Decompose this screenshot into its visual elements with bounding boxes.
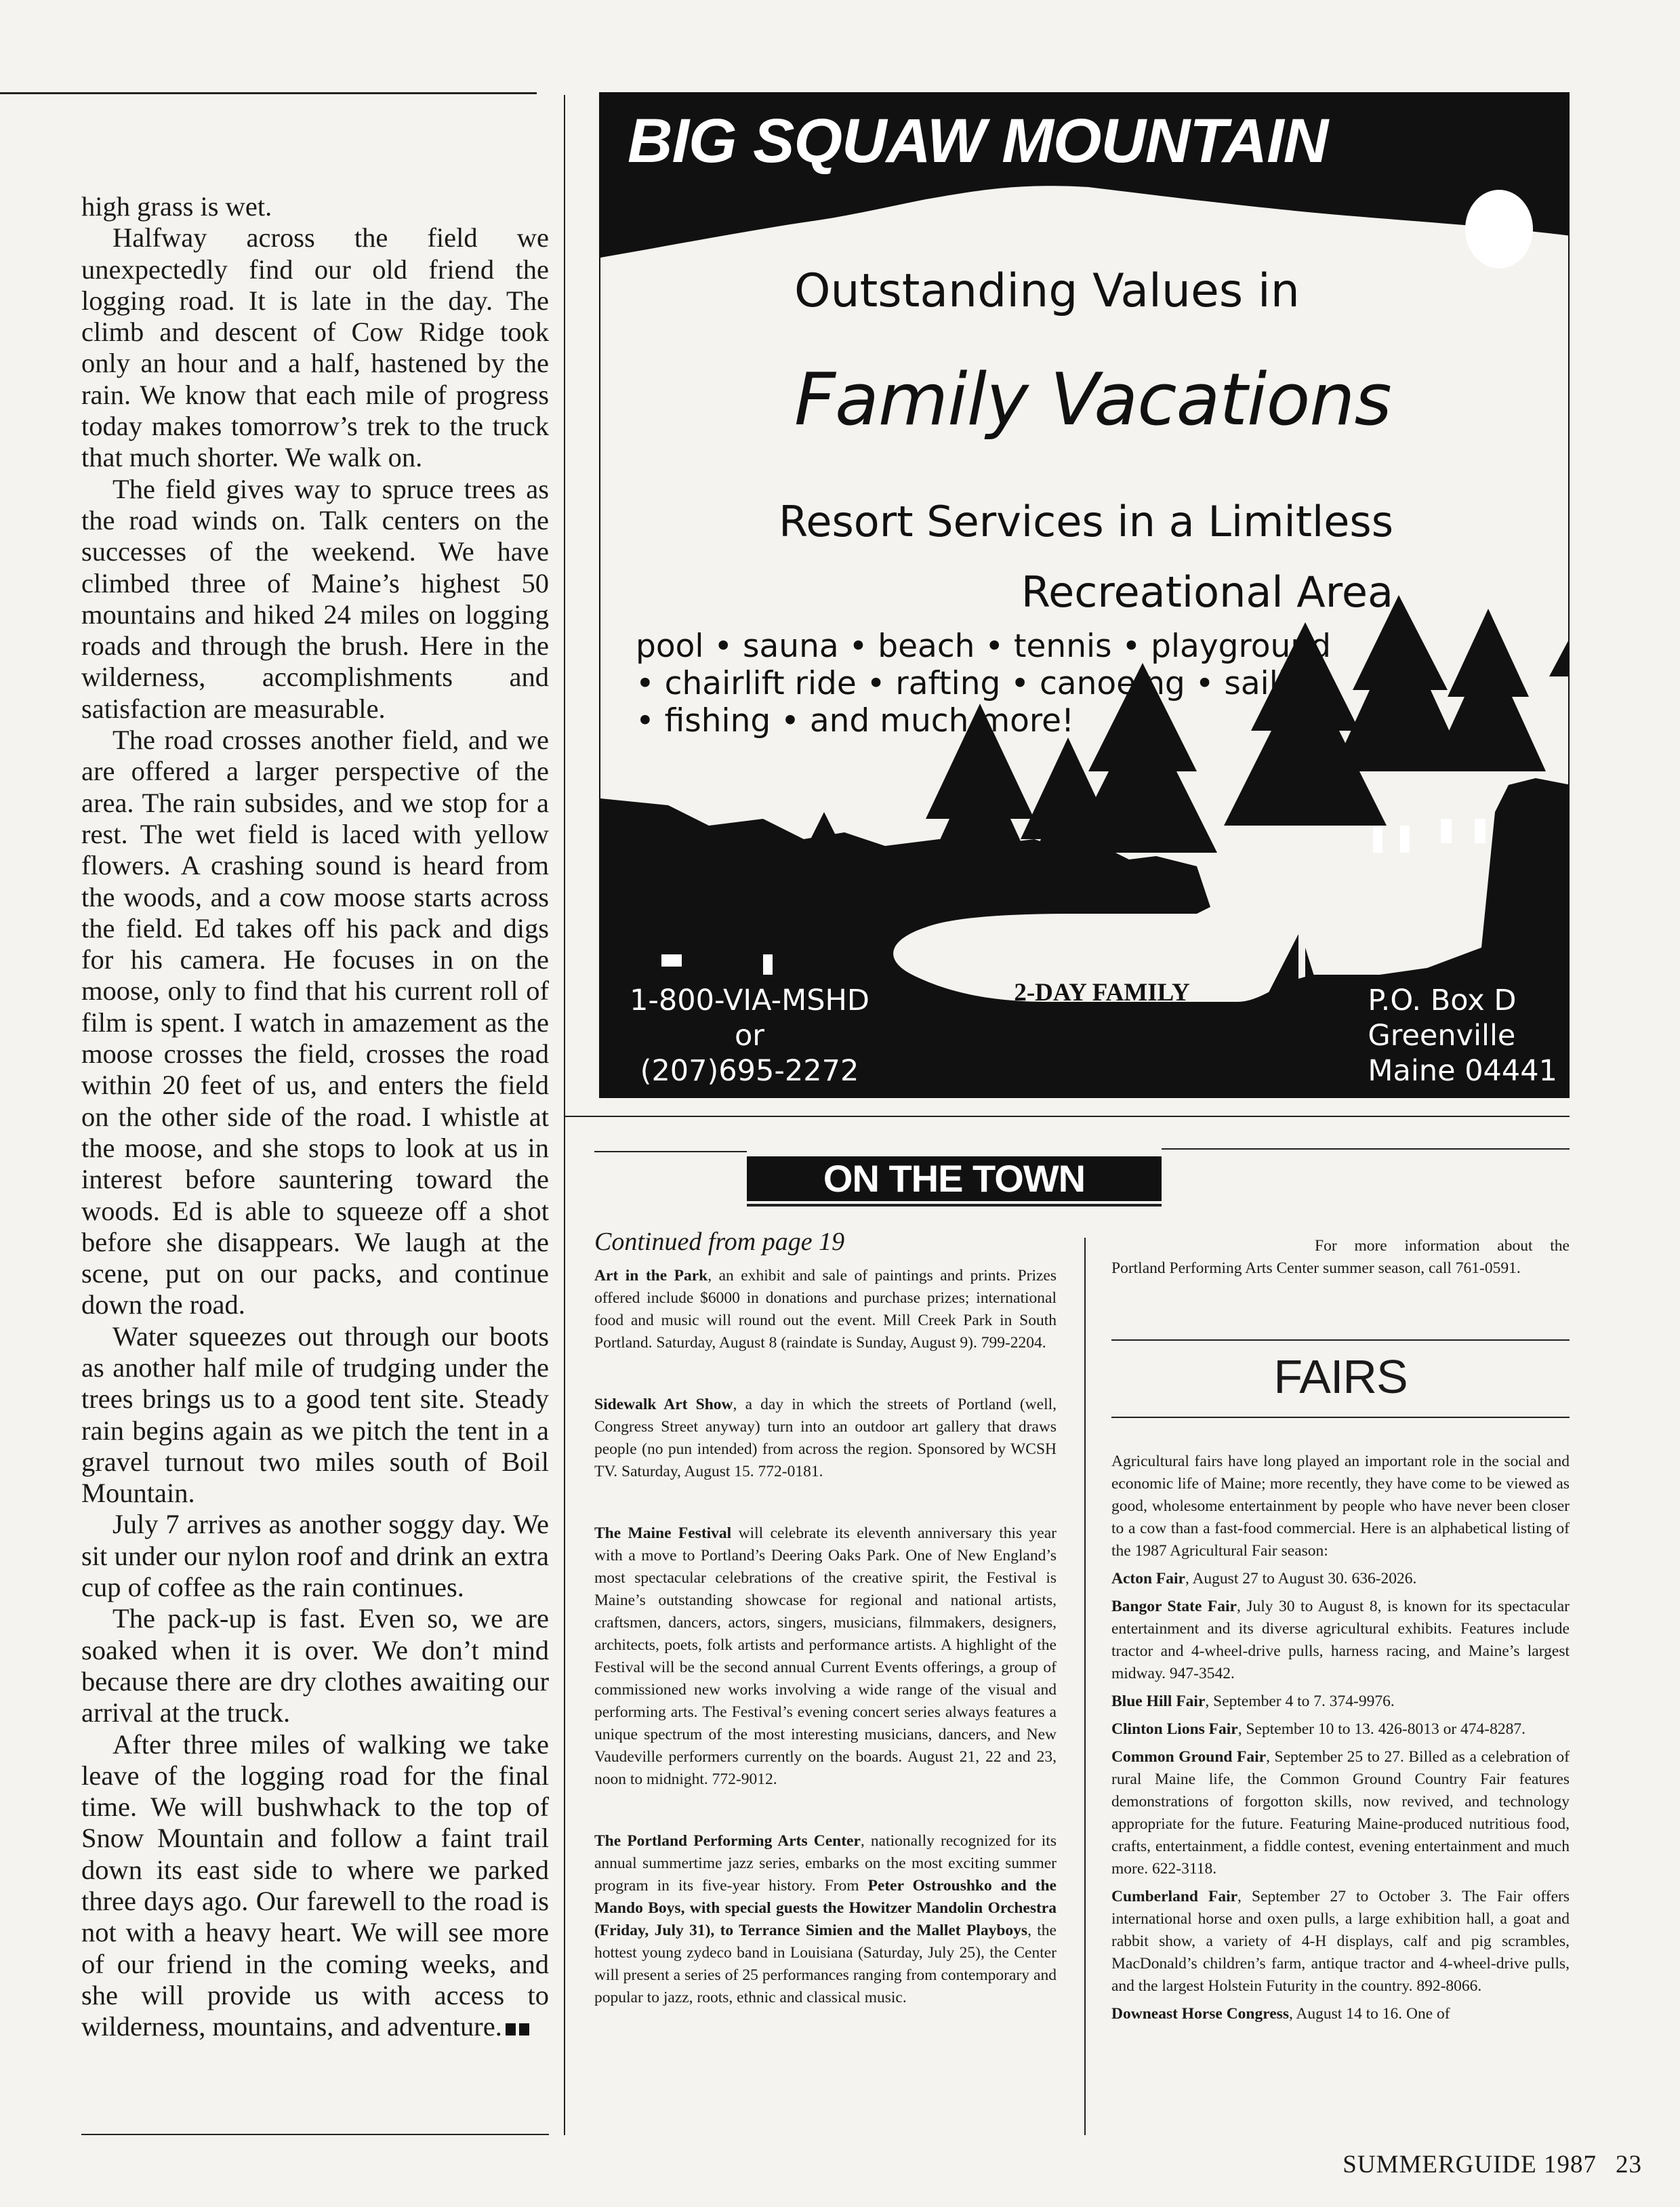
listing-item <box>594 1830 1057 2009</box>
fair-text: , August 27 to August 30. 636-2026. <box>1185 1570 1417 1587</box>
article-paragraph: Halfway across the field we unexpectedly find our old friend the logging road. It is late in the day. The climb and descent of Cow Ridge took only an hour and a half, hastened by the rain. We know that each mile of progress today makes tomorrow’s trek to the truck that much shorter. We walk on. <box>81 222 549 473</box>
fairs-list <box>1111 1451 1570 2031</box>
fair-name: Cumberland Fair <box>1111 1888 1238 1905</box>
fair-text: , September 27 to October 3. The Fair offers international horse and oxen pulls, a large exhibition hall, a goat and rabbit show, a variety of 4-H displays, calf and pig scrambles, MacDonald’s children’s farm, antique tractor and 4-wheel-drive pulls, and the largest Holstein Futurity in the country. 892-8066. <box>1111 1888 1570 1995</box>
fair-item <box>1111 1596 1570 1685</box>
fair-item <box>1111 1690 1570 1713</box>
town-rule-right <box>1162 1148 1570 1150</box>
article-paragraph: Water squeezes out through our boots as another half mile of trudging under the trees brings us to a good tent site. Steady rain begins again as we pitch the tent in a gravel turnout two miles south of Boil Mountain. <box>81 1320 549 1509</box>
listing-text: , nationally recognized for its annual summertime jazz series, embarks on the most exciting summer program in its five-year history. From <box>594 1832 1057 1895</box>
top-rule-left <box>0 92 537 94</box>
moon-icon <box>1465 190 1533 268</box>
fair-name: Blue Hill Fair <box>1111 1693 1206 1710</box>
ad-phone-2: (207)695-2272 <box>640 1054 859 1088</box>
listing-item <box>594 1522 1057 1791</box>
column-divider-left <box>564 95 565 2135</box>
ad-title: BIG SQUAW MOUNTAIN <box>628 106 1328 176</box>
ad-package <box>980 968 1224 1068</box>
article-paragraph: July 7 arrives as another soggy day. We sit under our nylon roof and drink an extra cup of coffee as the rain continues. <box>81 1509 549 1603</box>
fair-name: Bangor State Fair <box>1111 1598 1237 1615</box>
ad-address <box>1368 983 1557 1089</box>
fair-text: , August 14 to 16. One of <box>1288 2005 1450 2023</box>
listing-name: The Maine Festival <box>594 1524 732 1542</box>
article-paragraph: high grass is wet. <box>81 191 272 222</box>
ad-headline: Family Vacations <box>794 358 1391 441</box>
article-paragraph: The field gives way to spruce trees as the road winds on. Talk centers on the successes of the weekend. We have climbed three of Maine’s highest 50 mountains and hiked 24 miles on logging roads and through the brush. Here in the wilderness, accomplishments and satisfaction are measurable. <box>81 473 549 724</box>
listing-text: , the hottest young zydeco band in Louisiana (Saturday, July 25), the Center will present a series of 25 performances ranging from contemporary and popular to jazz, roots, ethnic and classical music. <box>594 1922 1057 2006</box>
fairs-intro: Agricultural fairs have long played an important role in the social and economic life of Maine; more recently, they have come to be viewed as good, wholesome entertainment by people who have never been closer to a cow than a fast-food commercial. Here is an alphabetical listing of the 1987 Agricultural Fair season: <box>1111 1453 1570 1560</box>
publication-name: SUMMERGUIDE 1987 <box>1343 2151 1597 2179</box>
fair-text: , September 25 to 27. Billed as a celebration of rural Maine life, the Common Ground Country Fair features demonstrations of forgotton skills, now revived, and technology appropriate for the future. Featuring Maine-produced nutritious food, crafts, entertainment, a fiddle contest, evening entertainment and much more. 622-3118. <box>1111 1748 1570 1878</box>
ad-bottom-rule <box>565 1116 1570 1117</box>
ad-services-line: Recreational Area <box>1021 567 1393 617</box>
tree-icon <box>1431 609 1546 771</box>
article-paragraph: The pack-up is fast. Even so, we are soaked when it is over. We don’t mind because there are dry clothes awaiting our arrival at the truck. <box>81 1603 549 1728</box>
ad-services-line: Resort Services in a Limitless <box>779 497 1393 546</box>
listing-text: , an exhibit and sale of paintings and prints. Prizes offered include $6000 in donations and purchase prizes; international food and music will round out the event. Mill Creek Park in South Portland. Saturday, August 8 (raindate is Sunday, August 9). 799-2204. <box>594 1267 1057 1352</box>
ad-activities <box>636 628 1331 740</box>
fairs-rule-bottom <box>1111 1417 1570 1418</box>
fair-item <box>1111 1718 1570 1741</box>
banner-underline <box>747 1204 1162 1207</box>
listing-item <box>594 1265 1057 1354</box>
fair-item <box>1111 1746 1570 1880</box>
ad-activities-line: pool • sauna • beach • tennis • playground <box>636 628 1331 665</box>
page-number: 23 <box>1616 2151 1642 2179</box>
fair-text: , September 10 to 13. 426-8013 or 474-8287. <box>1237 1720 1525 1738</box>
ad-address-line: Maine 04441 <box>1368 1054 1557 1088</box>
right-column <box>1111 1235 1570 1285</box>
on-the-town-banner: ON THE TOWN <box>747 1156 1162 1201</box>
fair-name: Downeast Horse Congress <box>1111 2005 1289 2023</box>
listing-text: will celebrate its eleventh anniversary this year with a move to Portland’s Deering Oaks Park. One of New England’s most spectacular celebrations of the creative spirit, the Festival is Maine’s outstanding showcase for regional and national artists, craftsmen, dancers, actors, singers, musicians, filmmakers, designers, architects, poets, folk artists and performance artists. A highlight of the Festival will be the second annual Current Events offerings, a group of commissioned new works involving a wide range of the visual and performing arts. The Festival’s evening concert series always features a unique spectrum of the most interesting musicians, dancers, and New Vaudeville performers currently on the boards. August 21, 22 and 23, noon to midnight. 772-9012. <box>594 1524 1057 1788</box>
fair-name: Clinton Lions Fair <box>1111 1720 1238 1738</box>
fair-item <box>1111 1886 1570 1998</box>
bottom-rule-left <box>81 2134 549 2135</box>
fairs-heading: FAIRS <box>1273 1350 1408 1403</box>
listing-name: The Portland Performing Arts Center <box>594 1832 861 1850</box>
ad-phone-or: or <box>735 1019 764 1053</box>
left-article <box>81 191 549 2043</box>
ad-phone-numbers <box>614 983 885 1089</box>
listing-bold: Peter Ostroushko and the Mando Boys, with special guests the Howitzer Mandolin Orchestra (Friday, July 31), to Terrance Simien and the Mallet Playboys <box>594 1877 1057 1939</box>
article-paragraph-text: After three miles of walking we take leave of the logging road for the final time. We will bushwhack to the top of Snow Mountain and follow a faint trail down its east side to where we parked three days ago. Our farewell to the road is not with a heavy heart. We will see more of our friend in the coming weeks, and she will provide us with access to wilderness, mountains, and adventure. <box>81 1728 549 2042</box>
end-of-article-mark <box>519 2023 529 2036</box>
ad-services <box>779 487 1393 628</box>
big-squaw-mountain-ad <box>599 92 1570 1098</box>
fair-item <box>1111 1568 1570 1590</box>
fair-name: Acton Fair <box>1111 1570 1185 1587</box>
article-paragraph-last <box>81 1729 549 2043</box>
listing-item <box>594 1394 1057 1483</box>
on-the-town-column <box>594 1226 1057 2048</box>
listing-text: , a day in which the streets of Portland (well, Congress Street anyway) turn into an outdoor art gallery that draws people (no pun intended) from across the region. Sponsored by WCSH TV. Saturday, August 15. 772-0181. <box>594 1396 1057 1480</box>
article-paragraph: The road crosses another field, and we are offered a larger perspective of the area. The rain subsides, and we stop for a rest. The wet field is laced with yellow flowers. A crashing sound is heard from the woods, and a cow moose starts across the field. Ed takes off his pack and digs for his camera. He focuses in on the moose, only to find that his current roll of film is spent. I watch in amazement as the moose crosses the field, crosses the road within 20 feet of us, and enters the field on the other side of the road. I whistle at the moose, and she stops to look at us in interest before sauntering toward the woods. Ed is able to squeeze off a shot before she disappears. We laugh at the scene, put on our packs, and continue down the road. <box>81 725 549 1320</box>
ad-address-line: P.O. Box D <box>1368 984 1517 1017</box>
listing-name: Art in the Park <box>594 1267 708 1284</box>
ad-activities-line: • chairlift ride • rafting • canoeing • sailing <box>636 665 1328 702</box>
continued-note: Continued from page 19 <box>594 1228 845 1256</box>
listing-name: Sidewalk Art Show <box>594 1396 733 1413</box>
ad-activities-line: • fishing • and much more! <box>636 702 1074 740</box>
fairs-rule-top <box>1111 1339 1570 1341</box>
ad-phone-1: 1-800-VIA-MSHD <box>630 984 869 1017</box>
ad-address-line: Greenville <box>1368 1019 1516 1053</box>
town-rule-left <box>594 1151 747 1152</box>
ad-subtitle: Outstanding Values in <box>794 264 1300 318</box>
fair-item <box>1111 2003 1570 2025</box>
tree-icon <box>1549 636 1570 676</box>
ad-package-line: 2-DAY FAMILY <box>1014 979 1190 1007</box>
ad-package-line: PKG: $87.00 <box>1033 1029 1171 1057</box>
page-footer <box>1343 2150 1642 2179</box>
column-divider-right <box>1084 1238 1086 2135</box>
fair-text: , September 4 to 7. 374-9976. <box>1205 1693 1395 1710</box>
fair-name: Common Ground Fair <box>1111 1748 1267 1766</box>
end-of-article-mark <box>506 2023 516 2036</box>
fair-text: , July 30 to August 8, is known for its spectacular entertainment and its diverse agricultural exhibits. Features include tractor and 4-wheel-drive pulls, harness racing, and Maine’s largest midway. 947-3542. <box>1111 1598 1570 1682</box>
ppac-more-info: For more information about the Portland Performing Arts Center summer season, call 761-0591. <box>1111 1237 1570 1277</box>
